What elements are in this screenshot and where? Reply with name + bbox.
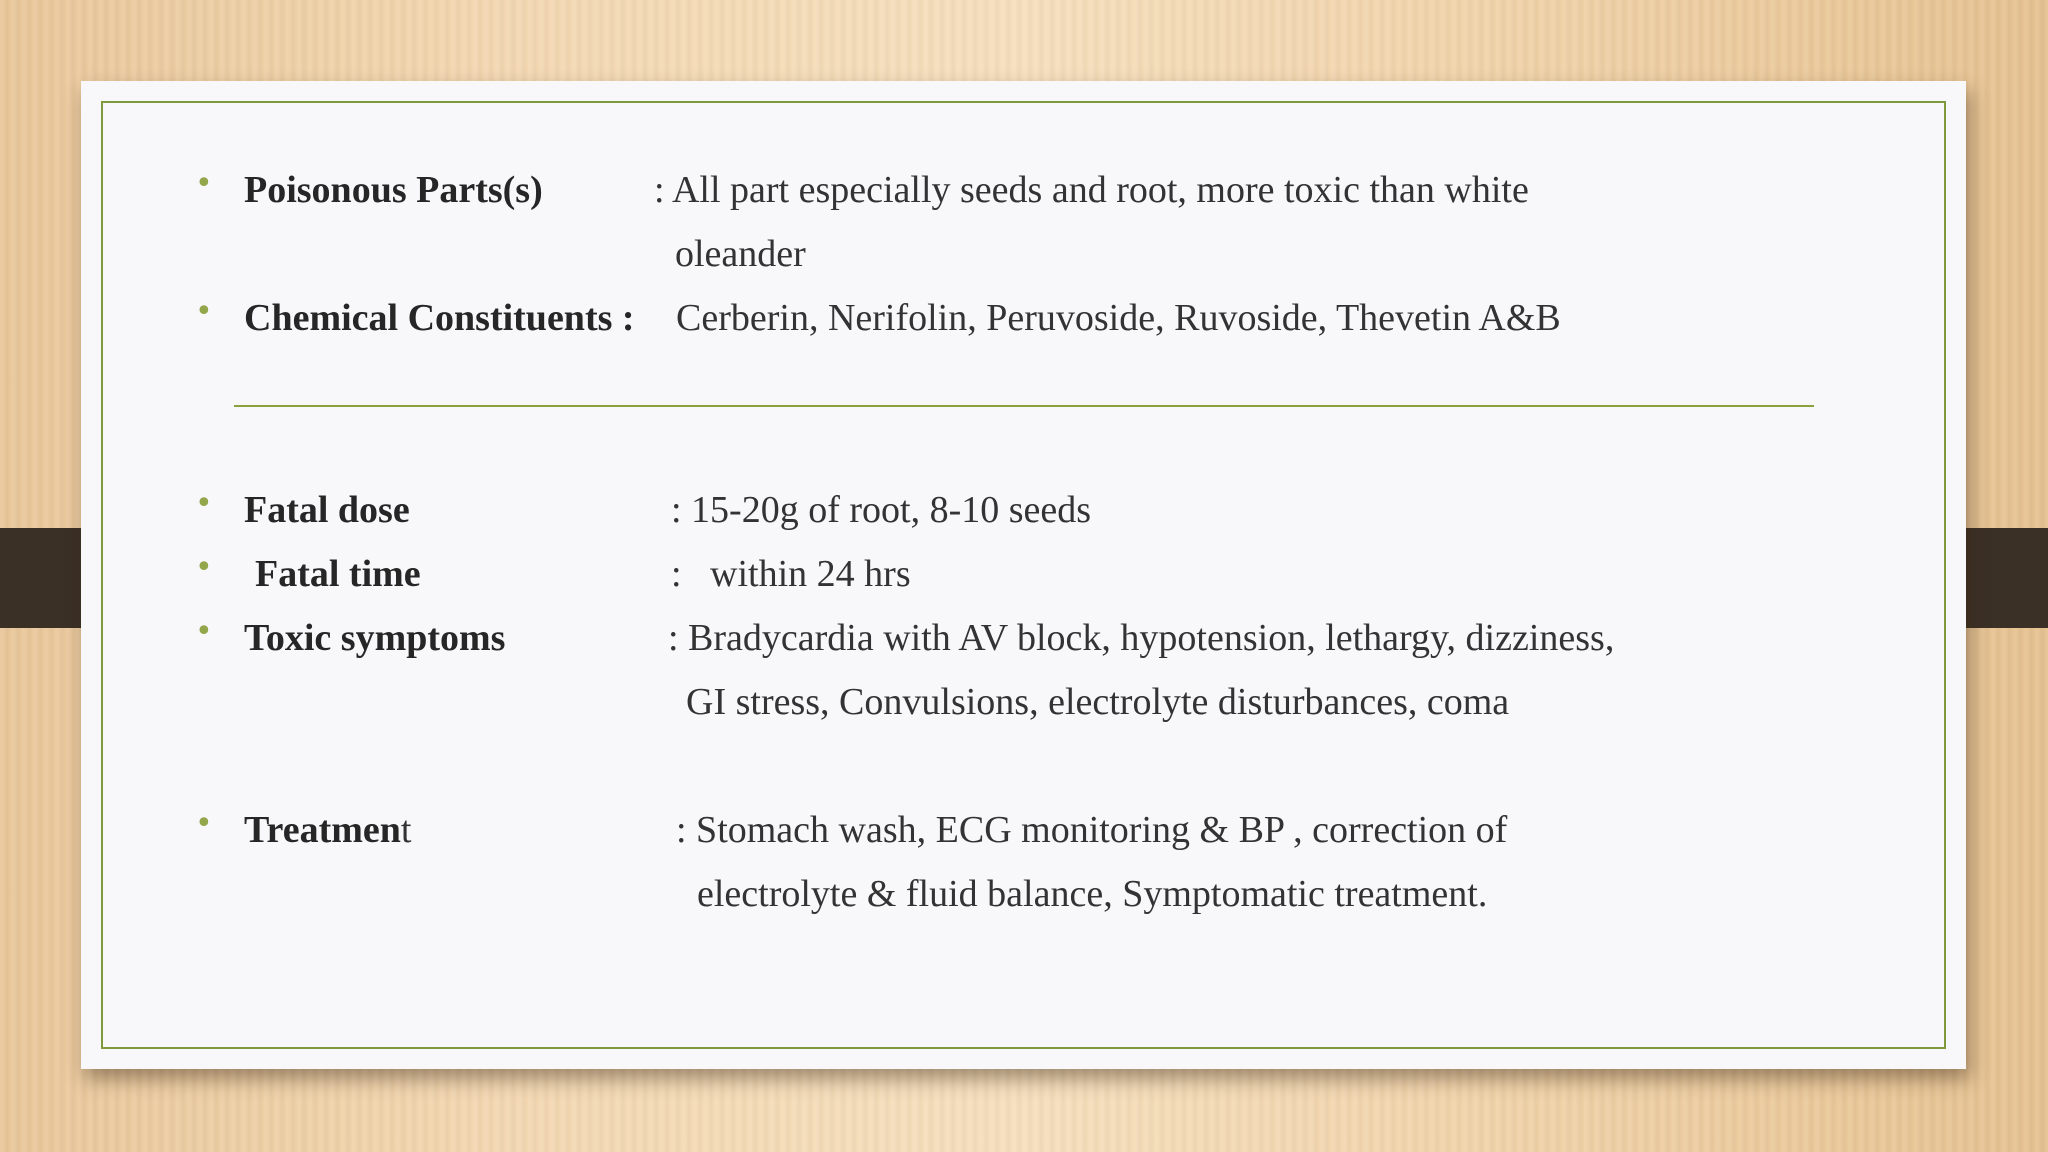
item-value-line2: electrolyte & fluid balance, Symptomatic treatment. — [697, 873, 1488, 915]
item-value-line1: : within 24 hrs — [671, 553, 911, 595]
item-label: Toxic symptoms — [244, 617, 506, 659]
bullet-icon: • — [195, 550, 213, 585]
item-label: Poisonous Parts(s) — [244, 169, 543, 211]
item-label-plain: t — [400, 809, 412, 851]
item-value-line1: : Stomach wash, ECG monitoring & BP , correction of — [676, 809, 1508, 851]
item-value-line1: : 15-20g of root, 8-10 seeds — [671, 489, 1092, 531]
item-value-line1: : All part especially seeds and root, more toxic than white — [654, 169, 1529, 211]
item-label-bold: Treatmen — [244, 809, 401, 851]
bullet-icon: • — [195, 614, 213, 649]
item-value-line2: oleander — [675, 233, 806, 275]
bullet-icon: • — [195, 806, 213, 841]
item-value-line2: GI stress, Convulsions, electrolyte disturbances, coma — [686, 681, 1510, 723]
item-label — [244, 811, 411, 849]
section-divider — [234, 405, 1814, 407]
slide — [81, 81, 1966, 1069]
item-label: Chemical Constituents : — [244, 297, 635, 339]
bullet-icon: • — [195, 294, 213, 329]
item-value-line1: Cerberin, Nerifolin, Peruvoside, Ruvoside, Thevetin A&B — [676, 297, 1561, 339]
item-label: Fatal dose — [244, 489, 410, 531]
bullet-icon: • — [195, 166, 213, 201]
item-label: Fatal time — [255, 553, 421, 595]
item-value-line1: : Bradycardia with AV block, hypotension, lethargy, dizziness, — [668, 617, 1615, 659]
bullet-icon: • — [195, 486, 213, 521]
